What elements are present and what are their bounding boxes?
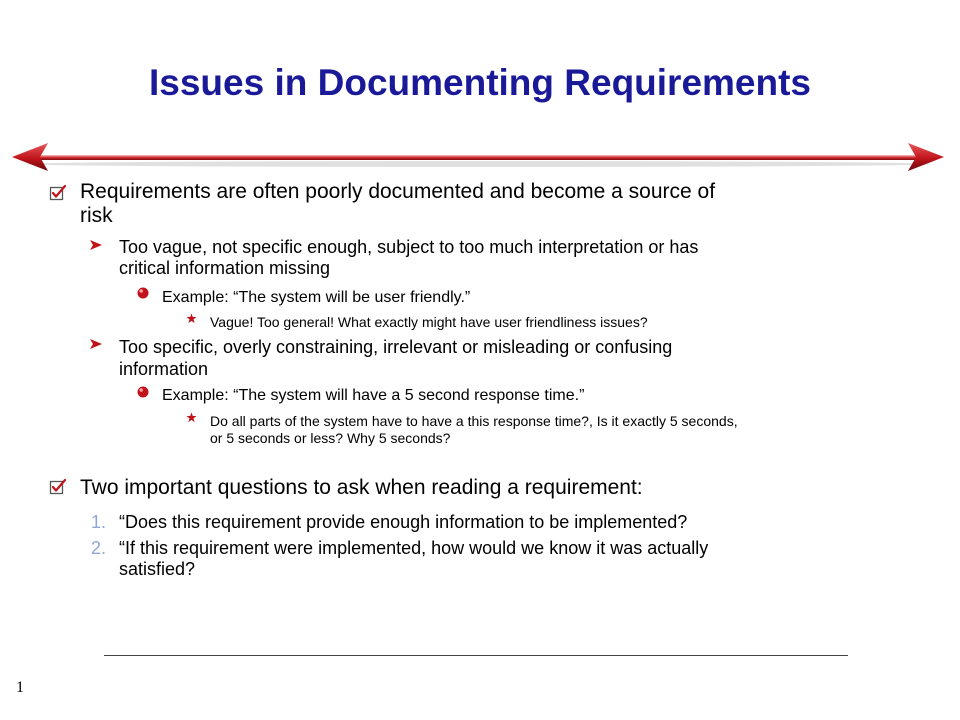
slide-title: Issues in Documenting Requirements (148, 62, 812, 103)
bullet-text: risk (80, 204, 113, 227)
bullet-text: or 5 seconds or less? Why 5 seconds? (210, 430, 451, 446)
bullet-text: Example: “The system will have a 5 second response time.” (162, 387, 585, 404)
checkbox-bullet-icon (49, 478, 67, 496)
footer-divider (104, 655, 848, 656)
bullet-text: Do all parts of the system have to have a this response time?, Is it exactly 5 seconds, (210, 413, 738, 429)
bullet-text: information (119, 359, 209, 379)
page-number: 1 (16, 679, 24, 696)
bullet-text: Too vague, not specific enough, subject to too much interpretation or has (119, 237, 699, 257)
list-number: 1. (91, 512, 107, 532)
star-bullet-icon (186, 412, 197, 423)
arrowhead-bullet-icon (88, 237, 104, 253)
bullet-text: critical information missing (119, 258, 331, 278)
bullet-text: Too specific, overly constraining, irrelevant or misleading or confusing (119, 337, 673, 357)
star-bullet-icon (186, 313, 197, 324)
question-text: “Does this requirement provide enough information to be implemented? (119, 512, 688, 532)
bullet-text: Vague! Too general! What exactly might have user friendliness issues? (210, 314, 648, 330)
bullet-text: Requirements are often poorly documented and become a source of (80, 180, 716, 203)
arrowhead-bullet-icon (88, 336, 104, 352)
sphere-bullet-icon (136, 286, 150, 300)
checkbox-bullet-icon (49, 184, 67, 202)
bullet-text: Two important questions to ask when reading a requirement: (80, 476, 643, 499)
bullet-text: Example: “The system will be user friendly.” (162, 289, 471, 306)
question-text: satisfied? (119, 559, 196, 579)
question-text: “If this requirement were implemented, how would we know it was actually (119, 538, 709, 558)
list-number: 2. (91, 538, 107, 558)
sphere-bullet-icon (136, 385, 150, 399)
